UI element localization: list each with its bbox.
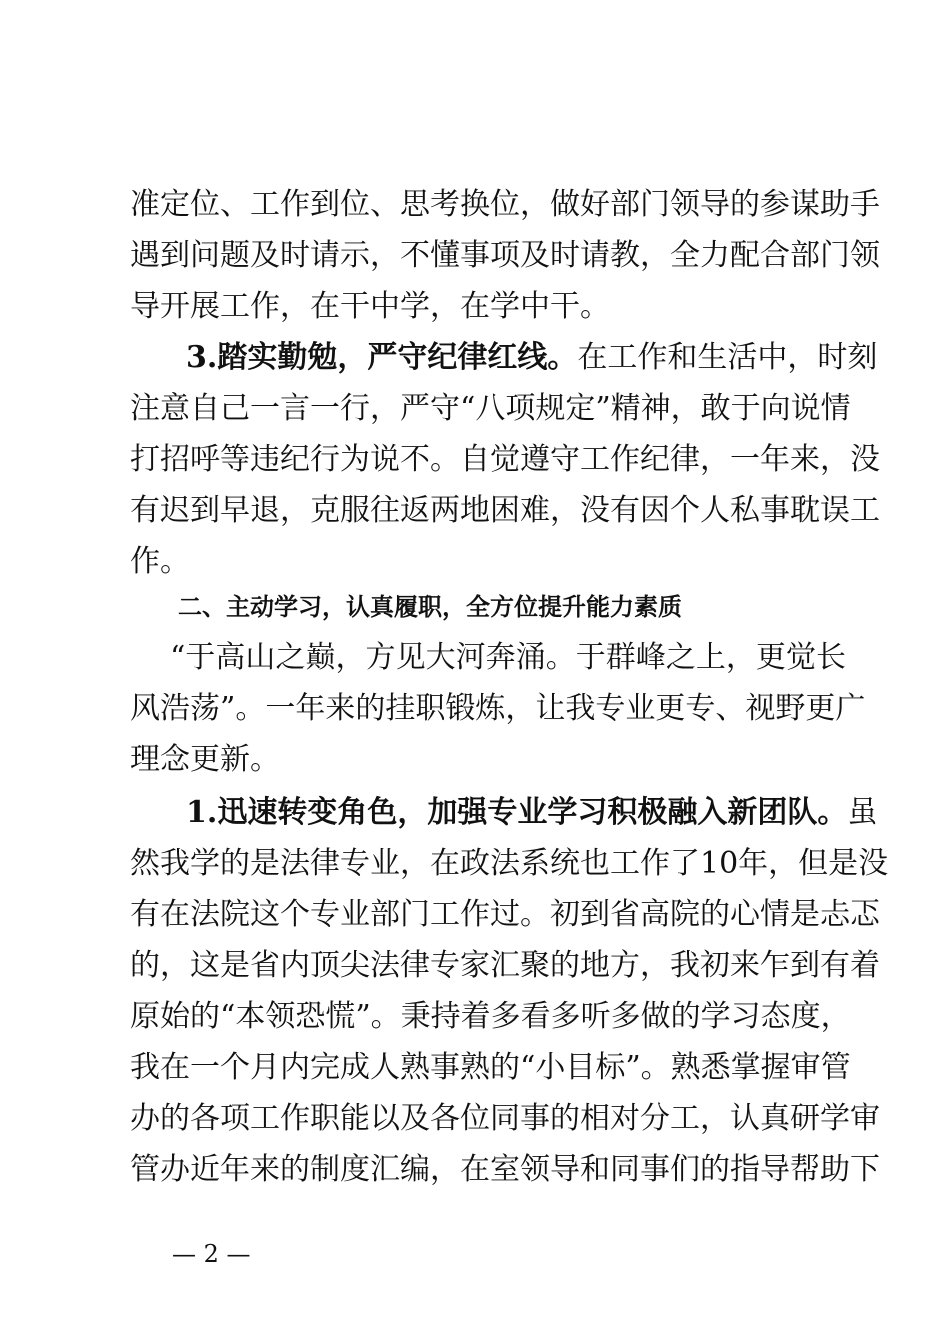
item-3-first-line bbox=[186, 338, 878, 378]
paragraph-line: 的，这是省内顶尖法律专家汇聚的地方，我初来乍到有着 bbox=[130, 948, 880, 983]
paragraph-line: 遇到问题及时请示，不懂事项及时请教，全力配合部门领 bbox=[130, 238, 880, 273]
quote-line: 风浩荡”。一年来的挂职锻炼，让我专业更专、视野更广 bbox=[130, 691, 866, 726]
paragraph-line: 我在一个月内完成人熟事熟的“小目标”。熟悉掌握审管 bbox=[130, 1050, 851, 1085]
paragraph-line: 办的各项工作职能以及各位同事的相对分工，认真研学审 bbox=[130, 1101, 880, 1136]
paragraph-line: 注意自己一言一行，严守“八项规定”精神，敢于向说情 bbox=[130, 391, 851, 426]
paragraph-line: 打招呼等违纪行为说不。自觉遵守工作纪律，一年来，没 bbox=[130, 442, 880, 477]
item-1-title: 1.迅速转变角色，加强专业学习积极融入新团队。 bbox=[186, 795, 848, 830]
item-3-title: 3.踏实勤勉，严守纪律红线。 bbox=[186, 340, 578, 375]
paragraph-line: 准定位、工作到位、思考换位，做好部门领导的参谋助手 bbox=[130, 187, 880, 222]
paragraph-line: 然我学的是法律专业，在政法系统也工作了10年，但是没 bbox=[130, 846, 889, 881]
paragraph-line: 导开展工作，在干中学，在学中干。 bbox=[130, 289, 610, 324]
section-heading: 二、主动学习，认真履职，全方位提升能力素质 bbox=[178, 592, 682, 621]
paragraph-line: 有在法院这个专业部门工作过。初到省高院的心情是忐忑 bbox=[130, 897, 880, 932]
item-1-first-line bbox=[186, 793, 878, 833]
quote-line: 理念更新。 bbox=[130, 742, 280, 777]
item-3-text: 在工作和生活中，时刻 bbox=[577, 340, 878, 375]
page-number: — 2 — bbox=[172, 1240, 251, 1268]
item-1-text: 虽 bbox=[847, 795, 878, 830]
paragraph-line: 作。 bbox=[130, 544, 190, 579]
quote-line: “于高山之巅，方见大河奔涌。于群峰之上，更觉长 bbox=[170, 640, 846, 675]
paragraph-line: 原始的“本领恐慌”。秉持着多看多听多做的学习态度， bbox=[130, 999, 851, 1034]
paragraph-line: 管办近年来的制度汇编，在室领导和同事们的指导帮助下 bbox=[130, 1152, 880, 1187]
paragraph-line: 有迟到早退，克服往返两地困难，没有因个人私事耽误工 bbox=[130, 493, 880, 528]
